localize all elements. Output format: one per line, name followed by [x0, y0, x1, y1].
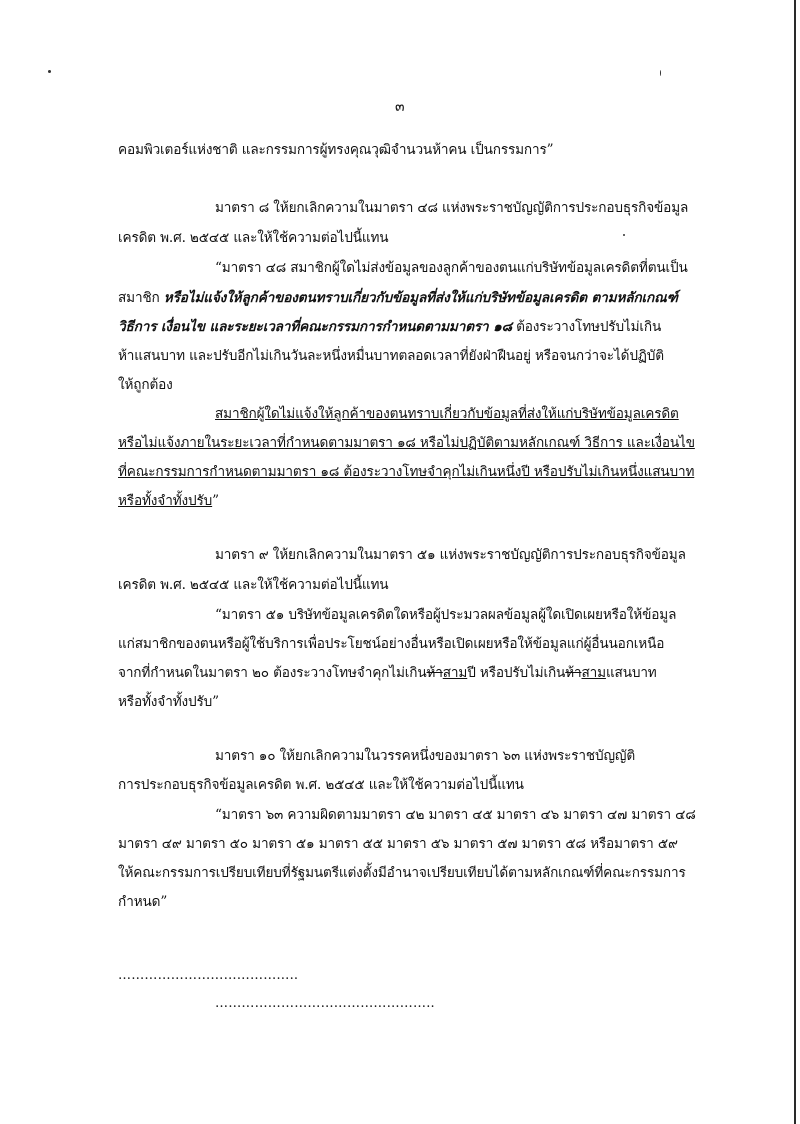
section-10-heading: มาตรา ๑๐ ให้ยกเลิกความในวรรคหนึ่งของมาตรา ๖๓ แห่งพระราชบัญญัติ — [215, 748, 636, 764]
text-run: จากที่กำหนดในมาตรา ๒๐ ต้องระวางโทษจำคุกไม่เกิน — [118, 665, 427, 681]
added-paragraph-line: ที่คณะกรรมการกำหนดตามมาตรา ๑๘ ต้องระวางโทษจำคุกไม่เกินหนึ่งปี หรือปรับไม่เกินหนึ่งแสนบาท — [118, 464, 695, 480]
quoted-section-48-line: “มาตรา ๔๘ สมาชิกผู้ใดไม่ส่งข้อมูลของลูกค้าของตนแก่บริษัทข้อมูลเครดิตที่ตนเป็น — [215, 260, 688, 276]
quoted-section-48-line: ห้าแสนบาท และปรับอีกไม่เกินวันละหนึ่งหมื่นบาทตลอดเวลาที่ยังฝ่าฝืนอยู่ หรือจนกว่าจะได้ปฏิบัติ — [118, 348, 664, 364]
text-run: สมาชิก — [118, 290, 164, 306]
quoted-section-63-line: “มาตรา ๖๓ ความผิดตามมาตรา ๔๒ มาตรา ๔๕ มาตรา ๔๖ มาตรา ๔๗ มาตรา ๔๘ — [215, 807, 696, 823]
quoted-section-48-line — [118, 317, 661, 337]
quoted-section-63-line: มาตรา ๔๙ มาตรา ๕๐ มาตรา ๕๑ มาตรา ๕๕ มาตรา ๕๖ มาตรา ๕๗ มาตรา ๕๘ หรือมาตรา ๕๙ — [118, 836, 678, 852]
text-run: ปี หรือปรับไม่เกิน — [467, 665, 566, 681]
inserted-text: สาม — [581, 665, 606, 681]
added-paragraph-line: สมาชิกผู้ใดไม่แจ้งให้ลูกค้าของตนทราบเกี่ยวกับข้อมูลที่ส่งให้แก่บริษัทข้อมูลเครดิต — [215, 406, 679, 422]
quoted-section-51-line — [118, 663, 657, 683]
added-paragraph-line — [118, 491, 219, 511]
text-run: ต้องระวางโทษปรับไม่เกิน — [511, 319, 662, 335]
closing-quote: ” — [212, 493, 219, 509]
quoted-section-48-line — [118, 288, 678, 308]
quoted-section-48-line: ให้ถูกต้อง — [118, 377, 173, 393]
quoted-section-51-line: “มาตรา ๕๑ บริษัทข้อมูลเครดิตใดหรือผู้ประมวลผลข้อมูลผู้ใดเปิดเผยหรือให้ข้อมูล — [215, 607, 677, 623]
quoted-section-63-line: กำหนด” — [118, 894, 168, 910]
page-number: ๓ — [395, 99, 405, 115]
quoted-section-63-line: ให้คณะกรรมการเปรียบเทียบที่รัฐมนตรีแต่งตั้งมีอำนาจเปรียบเทียบได้ตามหลักเกณฑ์ที่คณะกรรมการ — [118, 865, 686, 881]
dotted-separator: ………………………………………….. — [215, 996, 435, 1011]
amended-text: วิธีการ เงื่อนไข และระยะเวลาที่คณะกรรมการกำหนดตามมาตรา ๑๘ — [118, 319, 512, 335]
scan-speck — [48, 70, 51, 73]
inserted-text: สาม — [442, 665, 468, 681]
added-text: หรือทั้งจำทั้งปรับ — [118, 493, 213, 509]
paragraph-line: คอมพิวเตอร์แห่งชาติ และกรรมการผู้ทรงคุณวุฒิจำนวนห้าคน เป็นกรรมการ” — [118, 142, 554, 158]
quoted-section-51-line: แก่สมาชิกของตนหรือผู้ใช้บริการเพื่อประโยชน์อย่างอื่นหรือเปิดเผยหรือให้ข้อมูลแก่ผู้อื่นนอกเหนือ — [118, 636, 665, 652]
paragraph-line: การประกอบธุรกิจข้อมูลเครดิต พ.ศ. ๒๕๔๕ และให้ใช้ความต่อไปนี้แทน — [118, 777, 524, 793]
scan-speck — [660, 70, 661, 76]
quoted-section-51-line: หรือทั้งจำทั้งปรับ” — [118, 694, 219, 710]
scan-speck — [623, 234, 625, 236]
paragraph-line: เครดิต พ.ศ. ๒๕๔๕ และให้ใช้ความต่อไปนี้แทน — [118, 577, 389, 593]
paragraph-line: เครดิต พ.ศ. ๒๕๔๕ และให้ใช้ความต่อไปนี้แทน — [118, 230, 389, 246]
page-edge — [794, 0, 796, 1124]
section-9-heading: มาตรา ๙ ให้ยกเลิกความในมาตรา ๕๑ แห่งพระราชบัญญัติการประกอบธุรกิจข้อมูล — [215, 547, 686, 563]
amended-text: หรือไม่แจ้งให้ลูกค้าของตนทราบเกี่ยวกับข้อมูลที่ส่งให้แก่บริษัทข้อมูลเครดิต ตามหลักเกณฑ์ — [163, 290, 678, 306]
deleted-text: ห้า — [565, 665, 582, 681]
section-8-heading: มาตรา ๘ ให้ยกเลิกความในมาตรา ๔๘ แห่งพระราชบัญญัติการประกอบธุรกิจข้อมูล — [215, 200, 689, 216]
text-run: แสนบาท — [605, 665, 657, 681]
deleted-text: ห้า — [426, 665, 443, 681]
dotted-separator: ………………………………….. — [118, 968, 299, 983]
added-paragraph-line: หรือไม่แจ้งภายในระยะเวลาที่กำหนดตามมาตรา ๑๘ หรือไม่ปฏิบัติตามหลักเกณฑ์ วิธีการ และเงื่อนไข — [118, 435, 695, 451]
